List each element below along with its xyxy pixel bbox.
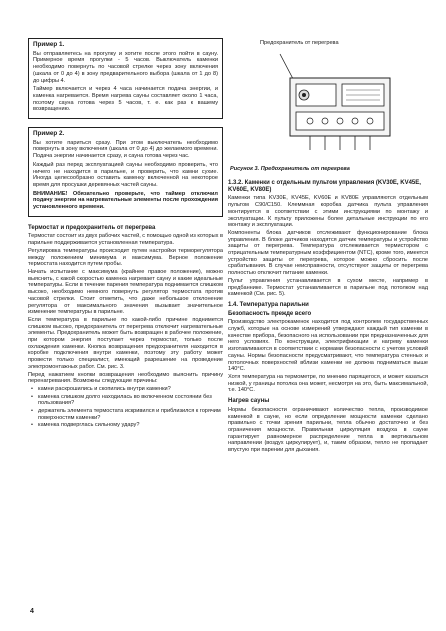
heating-section xyxy=(228,398,428,454)
example-2-paragraph: Каждый раз перед эксплуатацией сауны необходимо проверить, что ничего не находится в парильне, и проверить, что камни сухие. Иногда целесообразно оставить каменку включенной на некоторое время для просушки деревянных частей сауны. xyxy=(33,161,218,188)
example-1-title: Пример 1. xyxy=(33,41,65,48)
thermostat-paragraph: Начать испытание с максимума (крайнее правое положение), можно выяснить, с какой скоростью каменка нагревает сауну и какие идеальные температуры. Если в течение парения температура поднимается слишком высоко, необходимо немного повернуть регулятор термостата против часовой стрелки. Стоит отметить, что даже небольшое отклонение регулятора от максимального значения вызывает значительное изменение температуры в парильне. xyxy=(28,268,223,316)
thermostat-paragraph: Перед нажатием кнопки возвращения необходимо выяснить причину перенагревания. Возможны следующие причины: xyxy=(28,371,223,385)
temperature-subtitle: Безопасность прежде всего xyxy=(228,310,312,317)
thermostat-paragraph: Регулировка температуры происходит путем настройки терморегулятора между положением минимума и максимума. Верное положение термостата находится путем пробы. xyxy=(28,247,223,268)
example-2-warning: ВНИМАНИЕ! Обязательно проверьте, что таймер отключил подачу энергии на нагревательные элементы после прохождения установленного времени. xyxy=(33,190,218,211)
control-paragraph: Компоненты блока датчиков отслеживают функционирование блока управления. В блоке датчиков находятся датчик температуры и устройство защиты от перегрева. Температура отслеживается термистором с отрицательным температурным коэффициентом (NTC), кроме того, имеется устройство защиты от перегрева, которое можно сбросить после срабатывания. В случае неисправности, отсутствуют защиты от перегрева полностью отключит питание каменки. xyxy=(228,229,428,277)
figure-caption: Рисунок 3. Предохранитель от перегрева xyxy=(230,166,350,172)
control-paragraph: Пульт управления устанавливается в сухом месте, например в предбаннике. Термостат устанавливается в парильне под потолком над каменкой (См. рис. 5). xyxy=(228,277,428,298)
list-item: • держатель элемента термостата искривился и приблизился к горячим поверхностям каменки? xyxy=(38,408,223,421)
thermostat-title: Термостат и предохранитель от перегрева xyxy=(28,224,156,231)
example-1-paragraph: Вы отправляетесь на прогулку и хотите после этого пойти в сауну. Примерное время прогулки - 5 часов. Выключатель каменки необходимо повернуть по часовой стрелке через зону включения (шкала от 0 до 4) в зону предварительного выбора (шкала от 1 до 8) до цифры 4. xyxy=(33,50,218,84)
temperature-paragraph: Производство электрокаменок находится под контролем государственных служб, которые на основе измерений утверждают каждый тип каменки в качестве прибора, безопасного на использовании при предназначенных для него условиях. По конструкции, электрификации и нагреву каменки изготавливаются в соответствии с нормами безопасности с учетом условий сауны. Нормы безопасности предусматривают, что температура стенных и потолочных поверхностей вблизи каменки не должна подниматься выше 140°C. xyxy=(228,319,428,373)
control-section xyxy=(228,180,428,298)
overheat-causes-list xyxy=(28,386,223,429)
thermostat-section xyxy=(28,225,223,429)
heating-title: Нагрев сауны xyxy=(228,398,270,405)
list-item: • камни раскрошились и скопились внутри каменки? xyxy=(38,386,223,393)
heating-paragraph: Нормы безопасности ограничивают количество тепла, производимое каменкой в сауне, но если определение мощности каменки сделано правильно с точки зрения парильни, тепла обычно достаточно и без ограничения мощности. Правильная циркуляция воздуха в сауне гарантирует равномерное распределение тепла в вертикальном направлении (воздух циркулирует), и, таким образом, тепло не пропадает впустую при парении для дыхания. xyxy=(228,406,428,454)
page-number: 4 xyxy=(30,608,34,615)
temperature-title: 1.4. Температура парильни xyxy=(228,301,309,308)
example-1-paragraph: Таймер включается и через 4 часа начинается подача энергии, и каменка нагревается. Время нагрева сауны составляет около 1 часа, поэтому сауна готова через 5 часов, т. е. как раз к вашему возвращению. xyxy=(33,86,218,113)
list-item: • каменка подверглась сильному удару? xyxy=(38,422,223,429)
left-column xyxy=(28,38,223,430)
control-title: 1.3.2. Каменки с отдельным пультом управления (KV30E, KV45E, KV60E, KV80E) xyxy=(228,180,421,193)
list-item: • каменка слишком долго находилась во включенном состоянии без пользования? xyxy=(38,394,223,407)
example-2-title: Пример 2. xyxy=(33,130,65,138)
right-column xyxy=(228,160,428,455)
example-2-box xyxy=(28,127,223,217)
figure-label: Предохранитель от перегрева xyxy=(260,40,339,46)
example-1-box xyxy=(28,38,223,119)
example-2-paragraph: Вы хотите париться сразу. При этом выключатель необходимо повернуть в зону включения (шкала от 0 до 4) до желаемого времени. Подача энергии начинается сразу, и сауна готова через час. xyxy=(33,139,218,160)
overheat-protector-figure xyxy=(240,38,430,158)
thermostat-paragraph: Термостат состоит из двух рабочих частей, с помощью одной из которых в парильне поддерживается установленная температура. xyxy=(28,233,223,247)
temperature-paragraph: Хотя температура на термометре, по мнению парящегося, и может казаться низкой, у границы потолка она может, несмотря на это, быть максимальной, т.е. 140°C. xyxy=(228,373,428,394)
overheat-protector-illustration xyxy=(240,38,430,158)
thermostat-paragraph: Если температура в парильне по какой-либо причине поднимется слишком высоко, предохранитель от перегрева отключит нагревательные элементы. Предохранитель может быть возвращен в рабочее положение, при котором энергия поступает через термостат, только после охлаждения каменки. Кнопка возвращения предохранителя находится в коробке подключения внутри каменки, поэтому эту работу может провести только специалист, имеющий разрешение на проведение электромонтажных работ. См. рис. 3. xyxy=(28,316,223,370)
temperature-section xyxy=(228,302,428,394)
control-paragraph: Каменки типа KV30E, KV45E, KV60E и KV80E управляются отдельным пультом C90/C150. Клеммная коробка датчика пульта управления монтируется в соответствии с этими инструкциями по монтажу и эксплуатации. К пульту приложены более детальные инструкции по его монтажу и эксплуатации. xyxy=(228,195,428,229)
